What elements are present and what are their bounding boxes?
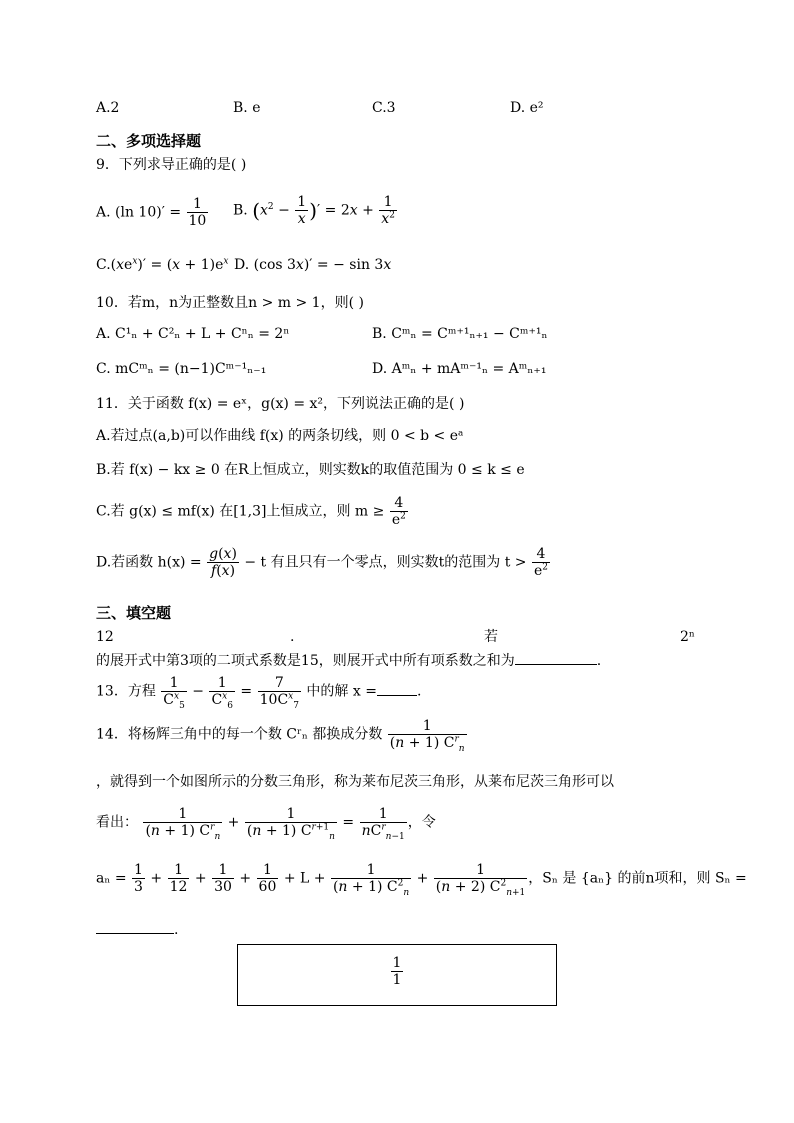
triangle-top-num: 1 — [392, 955, 402, 971]
q9-d-label: D. — [234, 257, 250, 273]
q12-ruo: 若 — [484, 629, 498, 645]
q14-line1-text: 14．将杨辉三角中的每一个数 Cʳₙ 都换成分数 — [96, 726, 383, 743]
q11-option-a: A.若过点(a,b)可以作曲线 f(x) 的两条切线，则 0 < b < eᵃ — [96, 428, 464, 444]
q13: 13．方程 $\frac{1}{C^x_5}$ − $\frac{1}{C^x_6}$ = $\frac{7}{10C^x_7}$ 中的解 x = . — [96, 675, 422, 711]
q11-d-text1: D.若函数 h(x) = — [96, 554, 202, 571]
q9-b-label: B. — [233, 202, 248, 219]
q12-line2: 的展开式中第3项的二项式系数是15，则展开式中所有项系数之和为 . — [96, 653, 602, 669]
q10-option-c: C. mCᵐₙ = (n−1)Cᵐ⁻¹ₙ₋₁ — [96, 361, 267, 377]
q14-answer-blank[interactable] — [96, 921, 174, 934]
q12-num: 12 — [96, 629, 114, 645]
q13-answer-blank[interactable] — [377, 683, 417, 696]
q8-option-a: A.2 — [96, 100, 120, 116]
q13-prefix: 13．方程 — [96, 683, 156, 700]
triangle-top-den: 1 — [392, 972, 402, 989]
leibniz-triangle-figure — [237, 944, 557, 1006]
q9-a-label: A. — [96, 204, 111, 221]
q10-stem: 10．若m，n为正整数且n > m > 1，则( ) — [96, 295, 364, 311]
q8-option-c: C.3 — [372, 100, 396, 116]
q8-option-b: B. e — [233, 100, 261, 116]
q10-option-d: D. Aᵐₙ + mAᵐ⁻¹ₙ = Aᵐₙ₊₁ — [372, 361, 547, 377]
q14-line3-prefix: 看出： — [96, 814, 138, 831]
q14-line1: 14．将杨辉三角中的每一个数 Cʳₙ 都换成分数 $\frac{1}{(n + 1) C^r_n}$ — [96, 718, 465, 754]
q12-dot: . — [290, 629, 295, 645]
q14-an-suffix: ，Sₙ 是 {aₙ} 的前n项和，则 Sₙ = — [528, 870, 747, 887]
q12-power: 2ⁿ — [680, 629, 695, 645]
q11-d-text2: − t 有且只有一个零点，则实数t的范围为 t > — [244, 554, 527, 571]
q11-option-b: B.若 f(x) − kx ≥ 0 在R上恒成立，则实数k的取值范围为 0 ≤ k ≤ e — [96, 462, 525, 478]
q13-suffix: 中的解 x = — [306, 683, 377, 700]
q9-c-label: C. — [96, 257, 111, 273]
q14-answer-line: . — [96, 921, 178, 937]
q11-c-text: C.若 g(x) ≤ mf(x) 在[1,3]上恒成立，则 m ≥ — [96, 503, 385, 520]
q14-an-line: aₙ = $\frac{1}{3}$ + $\frac{1}{12}$ + $\frac{1}{30}$ + $\frac{1}{60}$ + L + $\frac{1}{(n + 1) C^2_n}$ + $\frac{1}{(n + 2) C^2_{n+1}}$ ，Sₙ 是 {aₙ} 的前n项和，则 Sₙ = — [96, 862, 747, 898]
q14-line3: 看出： $\frac{1}{(n + 1) C^r_n}$ + $\frac{1}{(n + 1) C^{r+1}_n}$ = $\frac{1}{nC^r_{n-1}}$ ，令 — [96, 806, 436, 842]
q10-option-a: A. C¹ₙ + C²ₙ + L + Cⁿₙ = 2ⁿ — [96, 326, 290, 342]
q14-line2: ，就得到一个如图所示的分数三角形，称为莱布尼茨三角形，从莱布尼茨三角形可以 — [96, 774, 614, 790]
q14-an-label: aₙ = — [96, 870, 127, 887]
q9-stem: 9．下列求导正确的是( ) — [96, 157, 247, 173]
section-2-title: 二、多项选择题 — [96, 132, 202, 150]
q9-option-b: B. ($x^2$ − $\frac{1}{x}$ )′ = 2x + $\frac{1}{x^2}$ — [233, 194, 395, 228]
q11-stem: 11．关于函数 f(x) = eˣ，g(x) = x²，下列说法正确的是( ) — [96, 396, 465, 412]
q9-option-c: $C.(xe^x)' = (x + 1)e^x$ — [96, 256, 229, 273]
q12-answer-blank[interactable] — [515, 652, 597, 665]
q8-option-d: D. e² — [510, 100, 544, 116]
q12-line2-text: 的展开式中第3项的二项式系数是15，则展开式中所有项系数之和为 — [96, 653, 515, 669]
q14-line3-suffix: ，令 — [407, 814, 436, 831]
q10-option-b: B. Cᵐₙ = Cᵐ⁺¹ₙ₊₁ − Cᵐ⁺¹ₙ — [372, 326, 548, 342]
triangle-top-fraction — [238, 955, 556, 988]
q11-option-d: D.若函数 h(x) = $\frac{g(x)}{f(x)}$ − t 有且只有一个零点，则实数t的范围为 t > $\frac{4}{e^2}$ — [96, 546, 548, 580]
section-3-title: 三、填空题 — [96, 604, 172, 622]
q11-option-c: C.若 g(x) ≤ mf(x) 在[1,3]上恒成立，则 m ≥ $\frac{4}{e^2}$ — [96, 495, 406, 529]
q9-option-d: D. (cos 3x)′ = − sin 3x — [234, 257, 392, 273]
q9-option-a: A. (ln 10)′ = $\frac{1}{10}$ — [96, 196, 207, 230]
